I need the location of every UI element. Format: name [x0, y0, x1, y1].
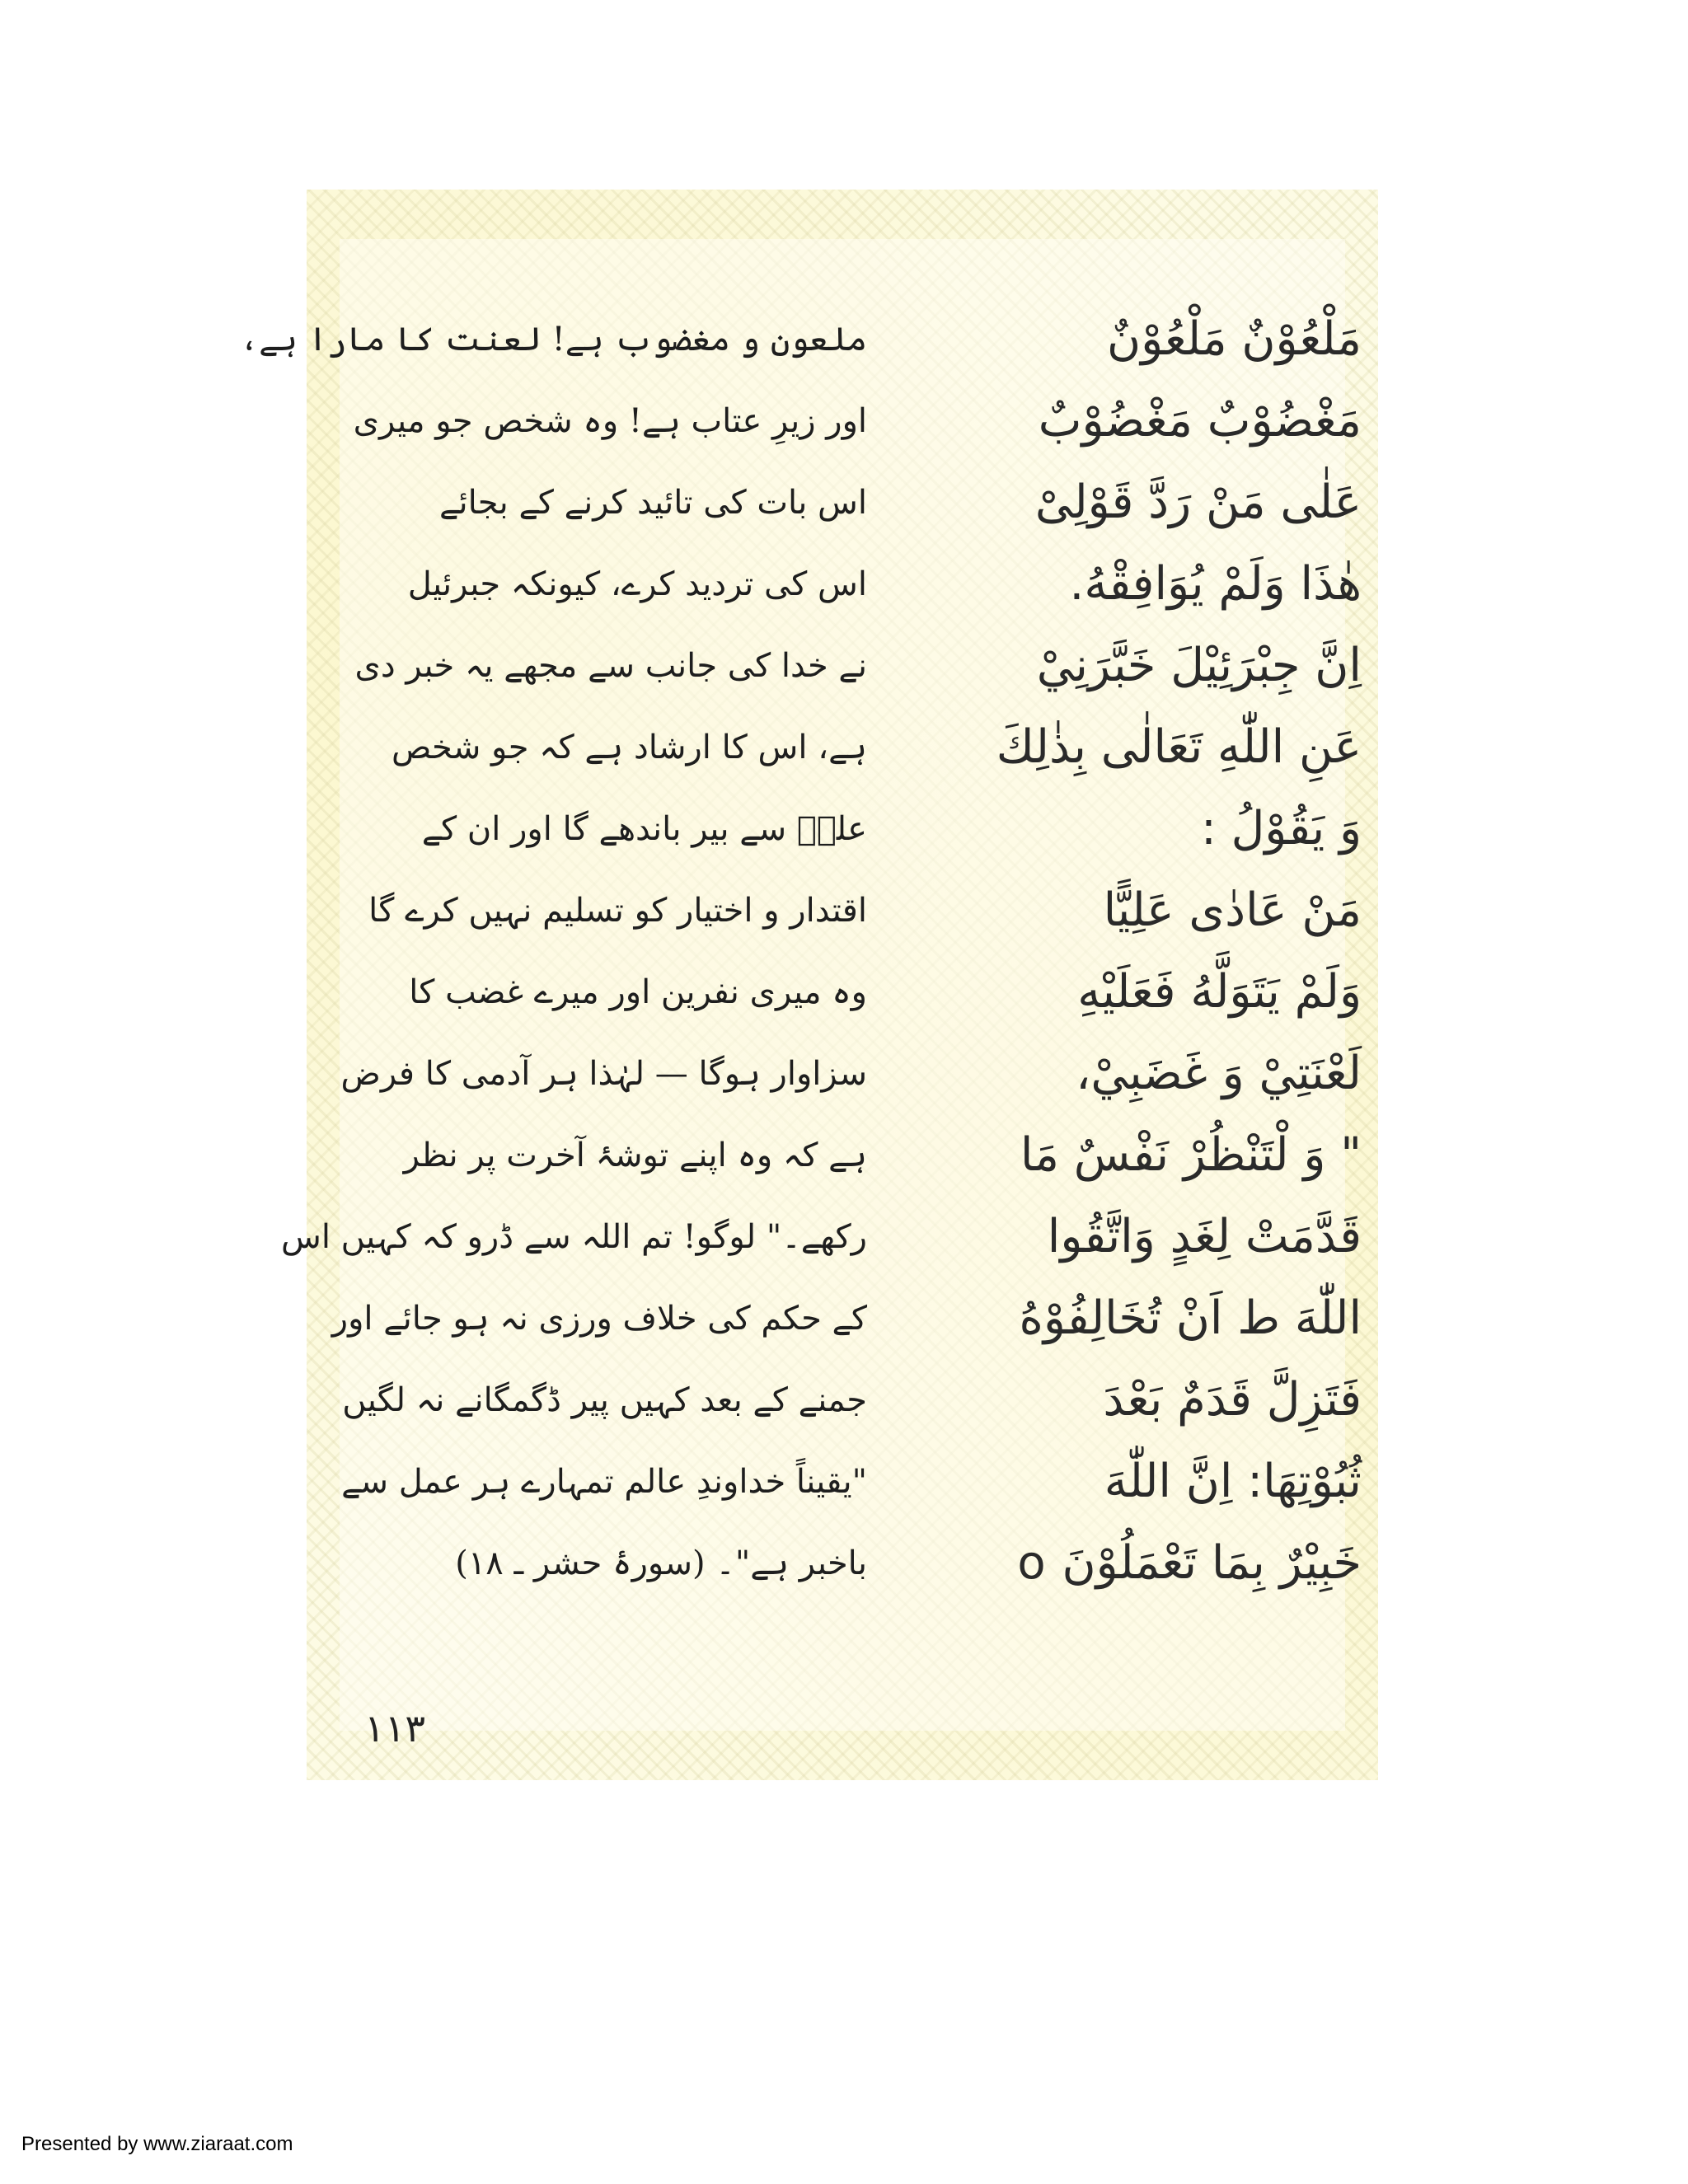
arabic-text-line: لَعْنَتِيْ وَ غَضَبِيْ، [1076, 1047, 1362, 1100]
text-row [331, 1277, 1362, 1360]
text-row [340, 1359, 1362, 1441]
arabic-text-line: اللّٰهَ ط اَنْ تُخَالِفُوْهُ [1019, 1291, 1362, 1345]
urdu-translation-line: علیؑ سے بیر باندھے گا اور ان کے [421, 810, 867, 848]
arabic-text-line: اِنَّ جِبْرَئِيْلَ خَبَّرَنِيْ [1036, 639, 1362, 692]
text-row [340, 1033, 1362, 1115]
text-row [340, 380, 1362, 462]
urdu-translation-line: ملعون و مغضوب ہے! لعنت کا مارا ہے، [239, 321, 867, 359]
arabic-text-line: فَتَزِلَّ قَدَمٌ بَعْدَ [1103, 1373, 1362, 1427]
text-row [340, 1441, 1362, 1523]
text-row [340, 625, 1362, 707]
text-row [239, 298, 1362, 381]
arabic-text-line: مَنْ عَادٰی عَلِيًّا [1103, 883, 1362, 937]
urdu-translation-line: نے خدا کی جانب سے مجھے یہ خبر دی [354, 647, 867, 685]
urdu-translation-line: اور زیرِ عتاب ہے! وہ شخص جو میری [353, 402, 867, 440]
urdu-translation-line: رکھے۔" لوگو! تم اللہ سے ڈرو کہ کہیں اس [281, 1218, 867, 1256]
arabic-text-line: عَلٰی مَنْ رَدَّ قَوْلِیْ [1034, 476, 1362, 529]
arabic-text-line: عَنِ اللّٰهِ تَعَالٰی بِذٰلِكَ [996, 720, 1362, 774]
urdu-translation-line: کے حکم کی خلاف ورزی نہ ہو جائے اور [331, 1300, 867, 1338]
text-row [281, 1196, 1362, 1278]
arabic-text-line: مَلْعُوْنٌ مَلْعُوْنٌ [1106, 312, 1362, 366]
text-row [340, 462, 1362, 544]
urdu-translation-line: جمنے کے بعد کہیں پیر ڈگمگانے نہ لگیں [342, 1381, 867, 1419]
arabic-text-line: خَبِيْرٌ بِمَا تَعْمَلُوْنَ o [1017, 1536, 1362, 1590]
arabic-text-line: هٰذَا وَلَمْ يُوَافِقْهُ. [1069, 557, 1362, 611]
arabic-text-line: وَلَمْ يَتَوَلَّهُ فَعَلَيْهِ [1077, 965, 1362, 1019]
text-row [340, 788, 1362, 870]
footer-credit: Presented by www.ziaraat.com [21, 2133, 293, 2155]
scanned-page [239, 190, 1378, 1780]
text-row [340, 1114, 1362, 1197]
text-row [340, 706, 1362, 789]
arabic-text-line: قَدَّمَتْ لِغَدٍ وَاتَّقُوا [1047, 1210, 1362, 1263]
text-row [340, 1522, 1362, 1605]
text-row [340, 869, 1362, 952]
urdu-translation-line: وہ میری نفرین اور میرے غضب کا [409, 973, 867, 1011]
page-body [239, 239, 1362, 1750]
urdu-translation-line: اس کی تردید کرے، کیونکہ جبرئیل [407, 565, 867, 603]
urdu-translation-line: سزاوار ہوگا — لہٰذا ہر آدمی کا فرض [340, 1055, 867, 1093]
urdu-translation-line: ہے، اس کا ارشاد ہے کہ جو شخص [392, 729, 867, 766]
text-row [340, 543, 1362, 626]
text-row [340, 951, 1362, 1033]
page-number: ۱۱۳ [364, 1706, 426, 1750]
urdu-translation-line: "یقیناً خداوندِ عالم تمہارے ہر عمل سے [341, 1463, 867, 1501]
arabic-text-line: " وَ لْتَنْظُرْ نَفْسٌ مَا [1020, 1128, 1362, 1182]
arabic-text-line: مَغْضُوْبٌ مَغْضُوْبٌ [1038, 394, 1362, 448]
arabic-text-line: ثُبُوْتِهَا: اِنَّ اللّٰهَ [1104, 1455, 1362, 1508]
urdu-translation-line: ہے کہ وہ اپنے توشۂ آخرت پر نظر [403, 1137, 867, 1174]
urdu-translation-line: اقتدار و اختیار کو تسلیم نہیں کرے گا [368, 892, 867, 930]
arabic-text-line: وَ يَقُوْلُ : [1200, 802, 1362, 855]
urdu-translation-line: باخبر ہے"۔ (سورۂ حشر ـ ۱۸) [455, 1544, 867, 1582]
urdu-translation-line: اس بات کی تائید کرنے کے بجائے [439, 484, 867, 522]
